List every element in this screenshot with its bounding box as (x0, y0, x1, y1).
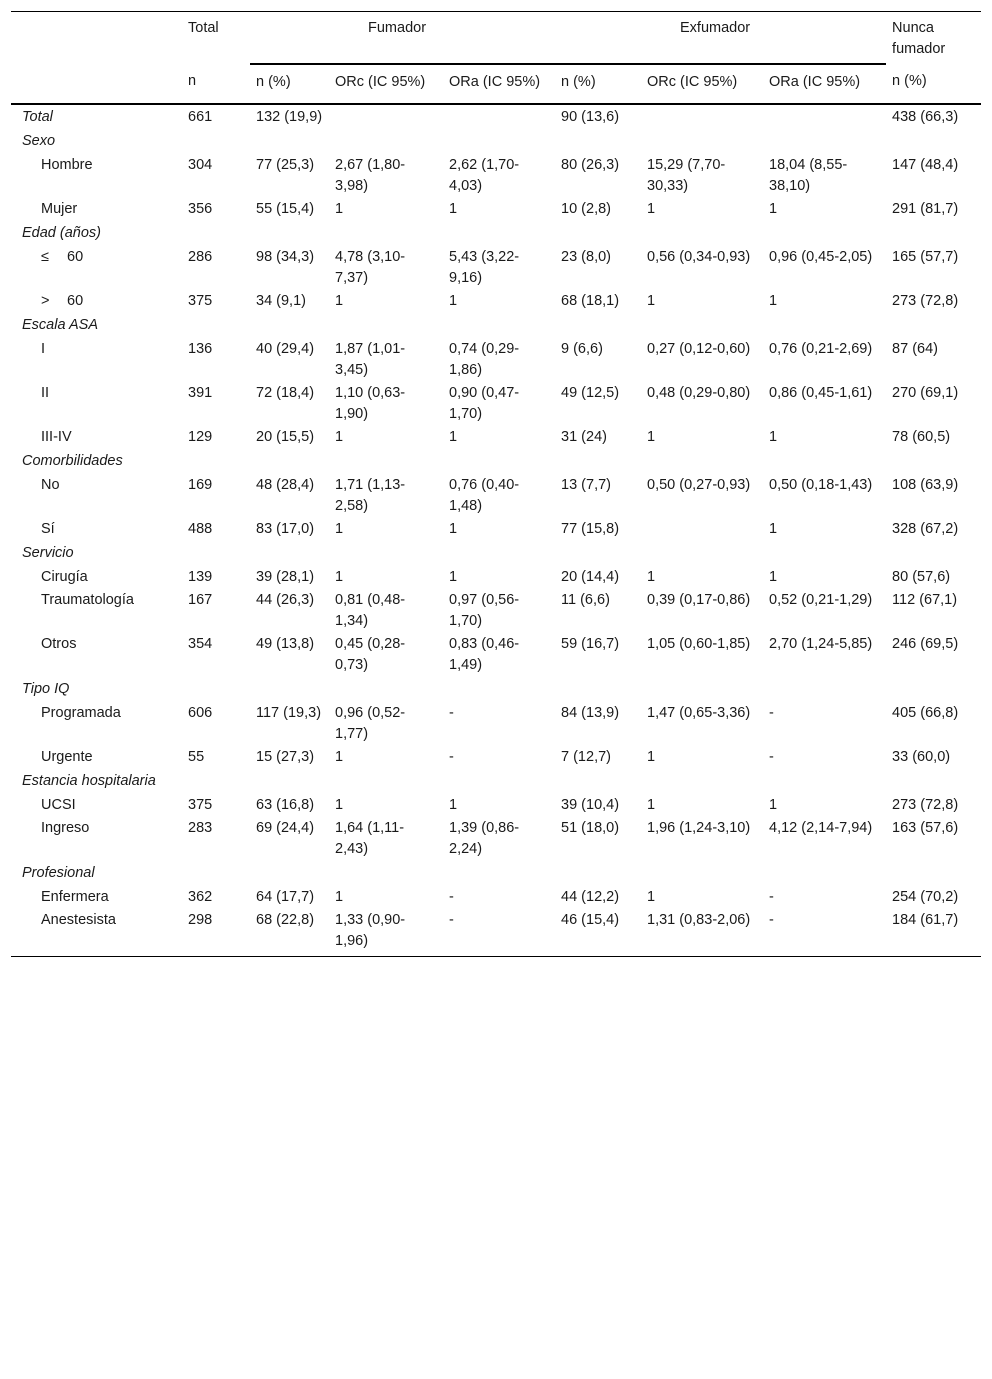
table-row (11, 746, 981, 769)
row-label: Programada (41, 705, 121, 721)
header-exfumador: Exfumador (555, 12, 886, 65)
cell-fumador-ora: 1 (449, 521, 458, 537)
cell-fumador-n-pct: 40 (29,4) (256, 341, 315, 357)
row-label: III-IV (41, 429, 72, 445)
row-label: Mujer (41, 201, 78, 217)
category-row (11, 449, 981, 474)
table-row (11, 794, 981, 817)
cell-nunca-n-pct: 438 (66,3) (892, 109, 959, 125)
cell-fumador-ora: 1 (449, 293, 458, 309)
table-row (11, 198, 981, 221)
table-row (11, 518, 981, 541)
cell-total-n: 286 (188, 249, 213, 265)
cell-fumador-orc: 1 (335, 569, 344, 585)
header-fumador-n-pct: n (%) (250, 64, 329, 104)
header-exfumador-orc: ORc (IC 95%) (641, 64, 763, 104)
cell-total-n: 391 (188, 385, 213, 401)
cell-exfumador-n-pct: 10 (2,8) (561, 201, 611, 217)
table-row (11, 886, 981, 909)
cell-exfumador-orc: 1 (647, 293, 656, 309)
cell-exfumador-n-pct: 59 (16,7) (561, 636, 620, 652)
cell-exfumador-orc: 1 (647, 569, 656, 585)
cell-fumador-n-pct: 34 (9,1) (256, 293, 306, 309)
category-label: Edad (años) (22, 225, 101, 241)
cell-total-n: 167 (188, 592, 213, 608)
cell-fumador-n-pct: 55 (15,4) (256, 201, 315, 217)
row-label: Total (22, 109, 53, 125)
cell-nunca-n-pct: 405 (66,8) (892, 705, 959, 721)
cell-total-n: 55 (188, 749, 205, 765)
cell-exfumador-n-pct: 39 (10,4) (561, 797, 620, 813)
table-row (11, 382, 981, 426)
cell-exfumador-n-pct: 11 (6,6) (561, 592, 610, 608)
cell-fumador-ora: 0,90 (0,47-1,70) (449, 385, 520, 422)
table-row (11, 633, 981, 677)
cell-fumador-orc: 1,33 (0,90-1,96) (329, 909, 443, 957)
cell-exfumador-orc: 0,50 (0,27-0,93) (647, 477, 751, 493)
cell-fumador-ora: 1,39 (0,86-2,24) (449, 820, 520, 857)
cell-exfumador-ora: - (763, 909, 886, 957)
cell-fumador-n-pct: 83 (17,0) (256, 521, 315, 537)
cell-fumador-n-pct: 77 (25,3) (256, 157, 315, 173)
cell-fumador-n-pct: 132 (19,9) (256, 109, 323, 125)
header-exfumador-ora: ORa (IC 95%) (763, 64, 886, 104)
cell-fumador-ora: 0,97 (0,56-1,70) (449, 592, 520, 629)
cell-exfumador-orc (641, 104, 763, 129)
comparison-symbol: ≤ (41, 249, 49, 265)
cell-nunca-n-pct: 273 (72,8) (892, 797, 959, 813)
data-table (11, 11, 981, 957)
cell-exfumador-ora: 0,76 (0,21-2,69) (769, 341, 873, 357)
cell-exfumador-orc: 0,48 (0,29-0,80) (647, 385, 751, 401)
cell-nunca-n-pct: 246 (69,5) (892, 636, 959, 652)
cell-nunca-n-pct: 165 (57,7) (892, 249, 959, 265)
cell-fumador-n-pct: 64 (17,7) (256, 889, 315, 905)
cell-fumador-ora: 0,83 (0,46-1,49) (449, 636, 520, 673)
cell-exfumador-n-pct: 49 (12,5) (561, 385, 620, 401)
cell-total-n: 129 (188, 429, 213, 445)
cell-exfumador-orc: 1,47 (0,65-3,36) (647, 705, 751, 721)
cell-fumador-orc: 1 (335, 293, 344, 309)
cell-total-n: 169 (188, 477, 213, 493)
cell-fumador-ora: 1 (449, 429, 458, 445)
cell-exfumador-n-pct: 84 (13,9) (561, 705, 620, 721)
cell-fumador-ora: - (449, 889, 454, 905)
table-row (11, 474, 981, 518)
cell-total-n: 136 (188, 341, 213, 357)
cell-nunca-n-pct: 108 (63,9) (892, 477, 959, 493)
cell-fumador-ora: 5,43 (3,22-9,16) (449, 249, 520, 286)
header-corner (11, 12, 182, 65)
cell-exfumador-ora: - (769, 705, 774, 721)
cell-exfumador-ora: 1 (769, 797, 778, 813)
category-label: Comorbilidades (22, 453, 123, 469)
table-row (11, 589, 981, 633)
cell-nunca-n-pct: 163 (57,6) (892, 820, 959, 836)
category-row (11, 769, 981, 794)
table-row (11, 702, 981, 746)
header-nunca-fumador: Nunca fumador (886, 12, 981, 65)
cell-exfumador-ora (763, 104, 886, 129)
header-nunca-n-pct: n (%) (886, 64, 981, 104)
cell-total-n: 298 (182, 909, 250, 957)
category-row (11, 221, 981, 246)
cell-total-n: 356 (188, 201, 213, 217)
cell-fumador-orc: 0,96 (0,52-1,77) (335, 705, 406, 742)
header-fumador: Fumador (250, 12, 555, 65)
cell-total-n: 304 (188, 157, 213, 173)
table-row (11, 290, 981, 313)
cell-fumador-n-pct: 98 (34,3) (256, 249, 315, 265)
cell-fumador-orc: 1 (335, 429, 344, 445)
category-label: Profesional (22, 865, 95, 881)
cell-exfumador-n-pct: 77 (15,8) (561, 521, 620, 537)
cell-exfumador-n-pct: 46 (15,4) (555, 909, 641, 957)
cell-exfumador-orc: 1 (647, 797, 656, 813)
cell-nunca-n-pct: 33 (60,0) (892, 749, 951, 765)
cell-exfumador-ora: 0,96 (0,45-2,05) (769, 249, 873, 265)
cell-exfumador-n-pct: 9 (6,6) (561, 341, 603, 357)
cell-total-n: 661 (188, 109, 213, 125)
cell-fumador-n-pct: 69 (24,4) (256, 820, 315, 836)
cell-exfumador-orc: 0,56 (0,34-0,93) (647, 249, 751, 265)
cell-fumador-orc: 0,81 (0,48-1,34) (335, 592, 406, 629)
category-label: Estancia hospitalaria (22, 773, 156, 789)
header-total: Total (182, 12, 250, 65)
cell-fumador-n-pct: 68 (22,8) (250, 909, 329, 957)
cell-exfumador-orc: 1,31 (0,83-2,06) (641, 909, 763, 957)
row-label (11, 290, 182, 313)
cell-nunca-n-pct: 273 (72,8) (892, 293, 959, 309)
cell-exfumador-n-pct: 44 (12,2) (561, 889, 620, 905)
table-row (11, 426, 981, 449)
row-label: Urgente (41, 749, 93, 765)
cell-fumador-n-pct: 44 (26,3) (256, 592, 315, 608)
cell-fumador-ora: 0,76 (0,40-1,48) (449, 477, 520, 514)
row-label: Traumatología (41, 592, 134, 608)
cell-fumador-ora: - (449, 705, 454, 721)
cell-fumador-ora: 1 (449, 797, 458, 813)
cell-fumador-orc: 1 (335, 521, 344, 537)
cell-total-n: 375 (188, 797, 213, 813)
cell-exfumador-n-pct: 90 (13,6) (561, 109, 620, 125)
header-fumador-ora: ORa (IC 95%) (443, 64, 555, 104)
row-label: No (41, 477, 60, 493)
cell-fumador-orc: 2,67 (1,80-3,98) (335, 157, 406, 194)
cell-nunca-n-pct: 270 (69,1) (892, 385, 959, 401)
comparison-symbol: > (41, 293, 50, 309)
row-label: II (41, 385, 50, 401)
cell-fumador-ora: 0,74 (0,29-1,86) (449, 341, 520, 378)
cell-exfumador-ora: - (769, 749, 774, 765)
cell-fumador-n-pct: 117 (19,3) (256, 705, 322, 721)
row-label: I (41, 341, 46, 357)
cell-total-n: 375 (188, 293, 213, 309)
cell-total-n: 354 (188, 636, 213, 652)
cell-total-n: 606 (188, 705, 213, 721)
cell-fumador-ora: - (443, 909, 555, 957)
cell-fumador-ora: 1 (449, 569, 458, 585)
cell-fumador-orc: 0,45 (0,28-0,73) (335, 636, 406, 673)
category-label: Servicio (22, 545, 74, 561)
table-body (11, 104, 981, 957)
cell-exfumador-n-pct: 80 (26,3) (561, 157, 620, 173)
row-label: Sí (41, 521, 55, 537)
cell-fumador-orc: 1 (335, 797, 344, 813)
row-label: Enfermera (41, 889, 109, 905)
cell-fumador-ora (443, 104, 555, 129)
row-label: Otros (41, 636, 77, 652)
table-row (11, 817, 981, 861)
cell-exfumador-ora: 1 (769, 201, 778, 217)
row-label: Cirugía (41, 569, 88, 585)
cell-exfumador-orc: 15,29 (7,70-30,33) (647, 157, 726, 194)
cell-exfumador-orc: 1,05 (0,60-1,85) (647, 636, 751, 652)
cell-fumador-n-pct: 39 (28,1) (256, 569, 315, 585)
cell-nunca-n-pct: 291 (81,7) (892, 201, 959, 217)
cell-exfumador-ora: 18,04 (8,55-38,10) (769, 157, 848, 194)
cell-fumador-ora: - (449, 749, 454, 765)
cell-exfumador-n-pct: 68 (18,1) (561, 293, 620, 309)
cell-exfumador-ora: 1 (769, 569, 778, 585)
cell-exfumador-orc: 1 (647, 749, 656, 765)
table-row (11, 909, 981, 957)
header-blank (11, 64, 182, 104)
cell-fumador-ora: 1 (449, 201, 458, 217)
cell-exfumador-ora: - (769, 889, 774, 905)
header-fumador-orc: ORc (IC 95%) (329, 64, 443, 104)
cell-exfumador-ora: 0,50 (0,18-1,43) (769, 477, 873, 493)
cell-fumador-orc: 1 (335, 749, 344, 765)
cell-nunca-n-pct: 80 (57,6) (892, 569, 951, 585)
cell-fumador-orc (329, 104, 443, 129)
row-label-text: 60 (67, 249, 84, 265)
cell-total-n: 362 (188, 889, 213, 905)
cell-fumador-orc: 1,87 (1,01-3,45) (335, 341, 406, 378)
cell-exfumador-orc: 1 (647, 201, 656, 217)
cell-nunca-n-pct: 87 (64) (892, 341, 938, 357)
cell-exfumador-orc (641, 518, 763, 541)
table-row (11, 566, 981, 589)
cell-nunca-n-pct: 184 (61,7) (886, 909, 981, 957)
cell-exfumador-orc: 1,96 (1,24-3,10) (647, 820, 751, 836)
category-row (11, 677, 981, 702)
category-label: Escala ASA (22, 317, 99, 333)
cell-fumador-ora: 2,62 (1,70-4,03) (449, 157, 520, 194)
category-row (11, 129, 981, 154)
cell-nunca-n-pct: 78 (60,5) (892, 429, 951, 445)
cell-total-n: 488 (188, 521, 213, 537)
cell-fumador-orc: 1,71 (1,13-2,58) (335, 477, 406, 514)
cell-total-n: 283 (188, 820, 213, 836)
cell-exfumador-ora: 2,70 (1,24-5,85) (769, 636, 873, 652)
cell-exfumador-ora: 1 (769, 429, 778, 445)
cell-nunca-n-pct: 112 (67,1) (892, 592, 958, 608)
cell-fumador-orc: 1 (335, 889, 344, 905)
row-label-text: 60 (67, 293, 84, 309)
cell-exfumador-n-pct: 20 (14,4) (561, 569, 620, 585)
cell-exfumador-ora: 0,86 (0,45-1,61) (769, 385, 873, 401)
cell-fumador-n-pct: 48 (28,4) (256, 477, 315, 493)
category-row (11, 313, 981, 338)
row-label (11, 246, 182, 290)
cell-fumador-n-pct: 15 (27,3) (256, 749, 315, 765)
cell-exfumador-ora: 1 (769, 521, 778, 537)
row-label: UCSI (41, 797, 76, 813)
cell-fumador-n-pct: 20 (15,5) (256, 429, 315, 445)
cell-fumador-orc: 1,64 (1,11-2,43) (335, 820, 405, 857)
cell-total-n: 139 (188, 569, 213, 585)
cell-fumador-n-pct: 63 (16,8) (256, 797, 315, 813)
cell-fumador-orc: 1,10 (0,63-1,90) (335, 385, 406, 422)
cell-nunca-n-pct: 254 (70,2) (892, 889, 959, 905)
category-label: Sexo (22, 133, 56, 149)
table-row (11, 104, 981, 129)
cell-exfumador-n-pct: 51 (18,0) (561, 820, 620, 836)
table-row (11, 246, 981, 290)
cell-exfumador-n-pct: 31 (24) (561, 429, 607, 445)
cell-fumador-orc: 1 (335, 201, 344, 217)
row-label: Ingreso (41, 820, 90, 836)
cell-exfumador-ora: 0,52 (0,21-1,29) (769, 592, 873, 608)
row-label: Hombre (41, 157, 93, 173)
table-row (11, 338, 981, 382)
cell-exfumador-orc: 0,39 (0,17-0,86) (647, 592, 751, 608)
cell-exfumador-orc: 1 (647, 889, 656, 905)
cell-nunca-n-pct: 147 (48,4) (892, 157, 959, 173)
cell-exfumador-orc: 0,27 (0,12-0,60) (647, 341, 751, 357)
cell-fumador-n-pct: 49 (13,8) (256, 636, 315, 652)
cell-exfumador-ora: 4,12 (2,14-7,94) (769, 820, 873, 836)
cell-exfumador-ora: 1 (769, 293, 778, 309)
cell-fumador-n-pct: 72 (18,4) (256, 385, 315, 401)
header-n: n (182, 64, 250, 104)
table-row (11, 154, 981, 198)
cell-exfumador-n-pct: 7 (12,7) (561, 749, 611, 765)
cell-fumador-orc: 4,78 (3,10-7,37) (335, 249, 406, 286)
category-row (11, 541, 981, 566)
cell-exfumador-orc: 1 (647, 429, 656, 445)
category-label: Tipo IQ (22, 681, 70, 697)
header-exfumador-n-pct: n (%) (555, 64, 641, 104)
row-label: Anestesista (11, 909, 182, 957)
category-row (11, 861, 981, 886)
cell-nunca-n-pct: 328 (67,2) (892, 521, 959, 537)
cell-exfumador-n-pct: 13 (7,7) (561, 477, 611, 493)
cell-exfumador-n-pct: 23 (8,0) (561, 249, 611, 265)
